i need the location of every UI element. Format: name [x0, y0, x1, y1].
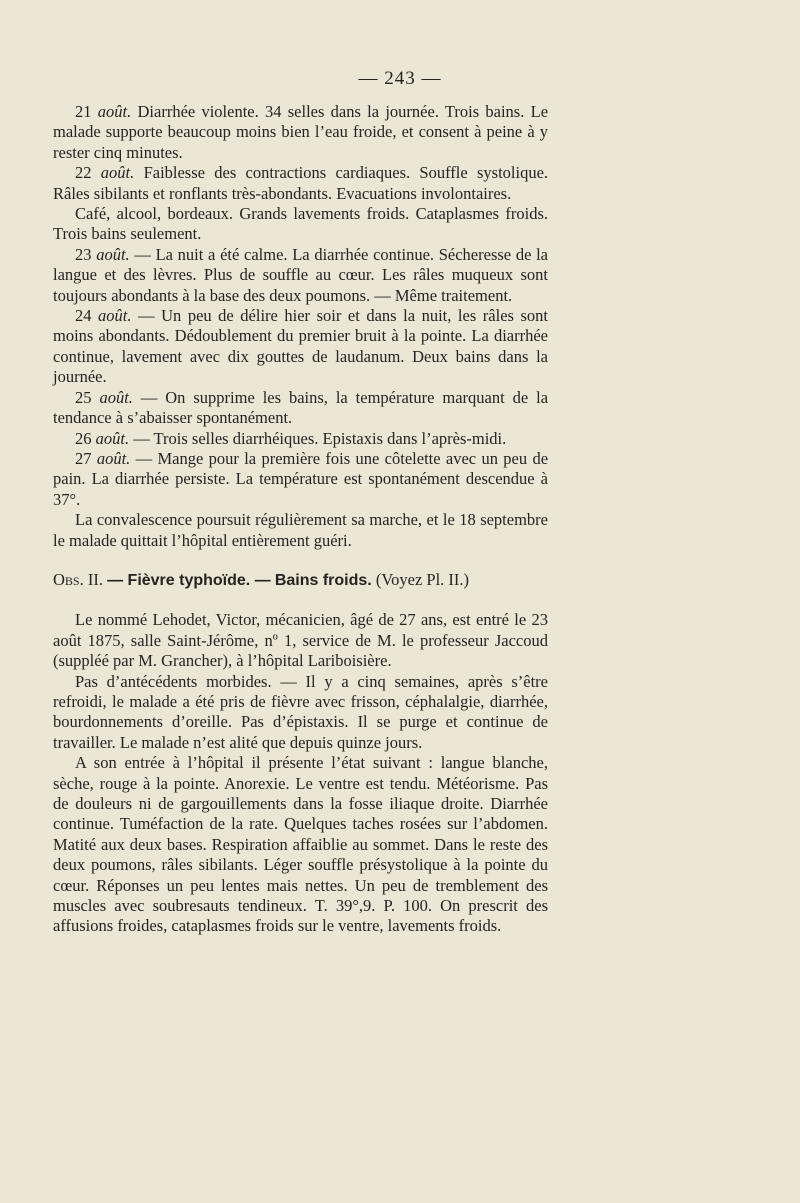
- entry-text: — Trois selles diarrhéiques. Epistaxis dans l’après-midi.: [133, 428, 507, 448]
- entry-month: août.: [95, 428, 130, 448]
- entry-text: Faiblesse des contractions cardiaques. Souffle systolique. Râles sibilants et ronflants très-abondants. Evacuations involontaires.: [53, 163, 549, 203]
- paragraph-antecedents: Pas d’antécédents morbides. — Il y a cinq semaines, après s’être refroidi, le malade a été pris de fièvre avec frisson, céphalalgie, diarrhée, bourdonnements d’oreille. Pas d’épistaxis. Il se purge et continue de travailler. Le malade n’est alité que depuis quinze jours.: [53, 671, 548, 752]
- entry-day: 27: [75, 448, 92, 468]
- observation-subtitle: Bains froids.: [274, 571, 372, 589]
- entry-text: — La nuit a été calme. La diarrhée continue. Sécheresse de la langue et des lèvres. Plus de souffle au cœur. Les râles muqueux sont toujours abondants à la base des deux poumons. — Même traitement.: [53, 244, 548, 305]
- page-number: — 243 —: [358, 68, 442, 89]
- entry-text: La convalescence poursuit régulièrement sa marche, et le 18 septembre le malade quittait l’hôpital entièrement guéri.: [53, 510, 548, 550]
- entry-text: — Mange pour la première fois une côtelette avec un peu de pain. La diarrhée persiste. La température est spontanément descendue à 37°.: [53, 448, 549, 509]
- entry-month: août.: [96, 448, 131, 468]
- paragraph-aug-24: [53, 306, 548, 388]
- observation-title: — Fièvre typhoïde. —: [107, 571, 271, 589]
- entry-text: Diarrhée violente. 34 selles dans la journée. Trois bains. Le malade supporte beaucoup moins bien l’eau froide, et consent à peine à y rester cinq minutes.: [53, 102, 549, 162]
- entry-month: août.: [96, 244, 130, 264]
- entry-text: — On supprime les bains, la température marquant de la tendance à s’abaisser spontanément.: [53, 387, 549, 428]
- paragraph-admission: A son entrée à l’hôpital il présente l’état suivant : langue blanche, sèche, rouge à la pointe. Anorexie. Le ventre est tendu. Météorisme. Pas de douleurs ni de gargouillements dans la fosse iliaque droite. Diarrhée continue. Tuméfaction de la rate. Quelques taches rosées sur l’abdomen. Matité aux deux bases. Respiration affaiblie au sommet. Dans le reste des deux poumons, râles sibilants. Léger souffle présystolique à la pointe du cœur. Réponses un peu lentes mais nettes. Un peu de tremblement des muscles avec soubresauts tendineux. T. 39°,9. P. 100. On prescrit des affusions froides, cataplasmes froids sur le ventre, lavements froids.: [53, 753, 548, 936]
- paragraph-aug-21: [53, 102, 548, 163]
- observation-reference: (Voyez Pl. II.): [375, 569, 470, 589]
- entry-day: 26: [75, 428, 92, 448]
- entry-text: Café, alcool, bordeaux. Grands lavements froids. Cataplasmes froids. Trois bains seulement.: [53, 204, 548, 244]
- paragraph-aug-26: [53, 429, 548, 449]
- paragraph-patient: Le nommé Lehodet, Victor, mécanicien, âgé de 27 ans, est entré le 23 août 1875, salle Saint-Jérôme, nº 1, service de M. le professeur Jaccoud (suppléé par M. Grancher), à l’hôpital Lariboisière.: [53, 610, 548, 671]
- paragraph-aug-25: [53, 388, 548, 429]
- entry-day: 23: [75, 244, 92, 264]
- paragraph-treatment: [53, 204, 548, 245]
- entry-month: août.: [100, 163, 135, 183]
- entry-day: 24: [75, 306, 92, 326]
- entry-month: août.: [97, 102, 132, 121]
- paragraph-aug-23: [53, 245, 548, 306]
- entry-day: 22: [75, 163, 92, 183]
- entry-month: août.: [99, 387, 133, 407]
- observation-number: Obs. II.: [53, 569, 103, 589]
- entry-month: août.: [98, 306, 132, 326]
- entry-day: 25: [75, 387, 92, 407]
- entry-text: — Un peu de délire hier soir et dans la nuit, les râles sont moins abondants. Dédoublement du premier bruit à la pointe. La diarrhée continue, lavement avec dix gouttes de laudanum. Deux bains dans la journée.: [53, 306, 548, 387]
- entry-day: 21: [75, 102, 92, 121]
- paragraph-aug-22: [53, 163, 548, 204]
- page-body: [53, 102, 548, 937]
- observation-heading: [53, 570, 548, 591]
- paragraph-convalescence: [53, 510, 548, 551]
- paragraph-aug-27: [53, 449, 548, 510]
